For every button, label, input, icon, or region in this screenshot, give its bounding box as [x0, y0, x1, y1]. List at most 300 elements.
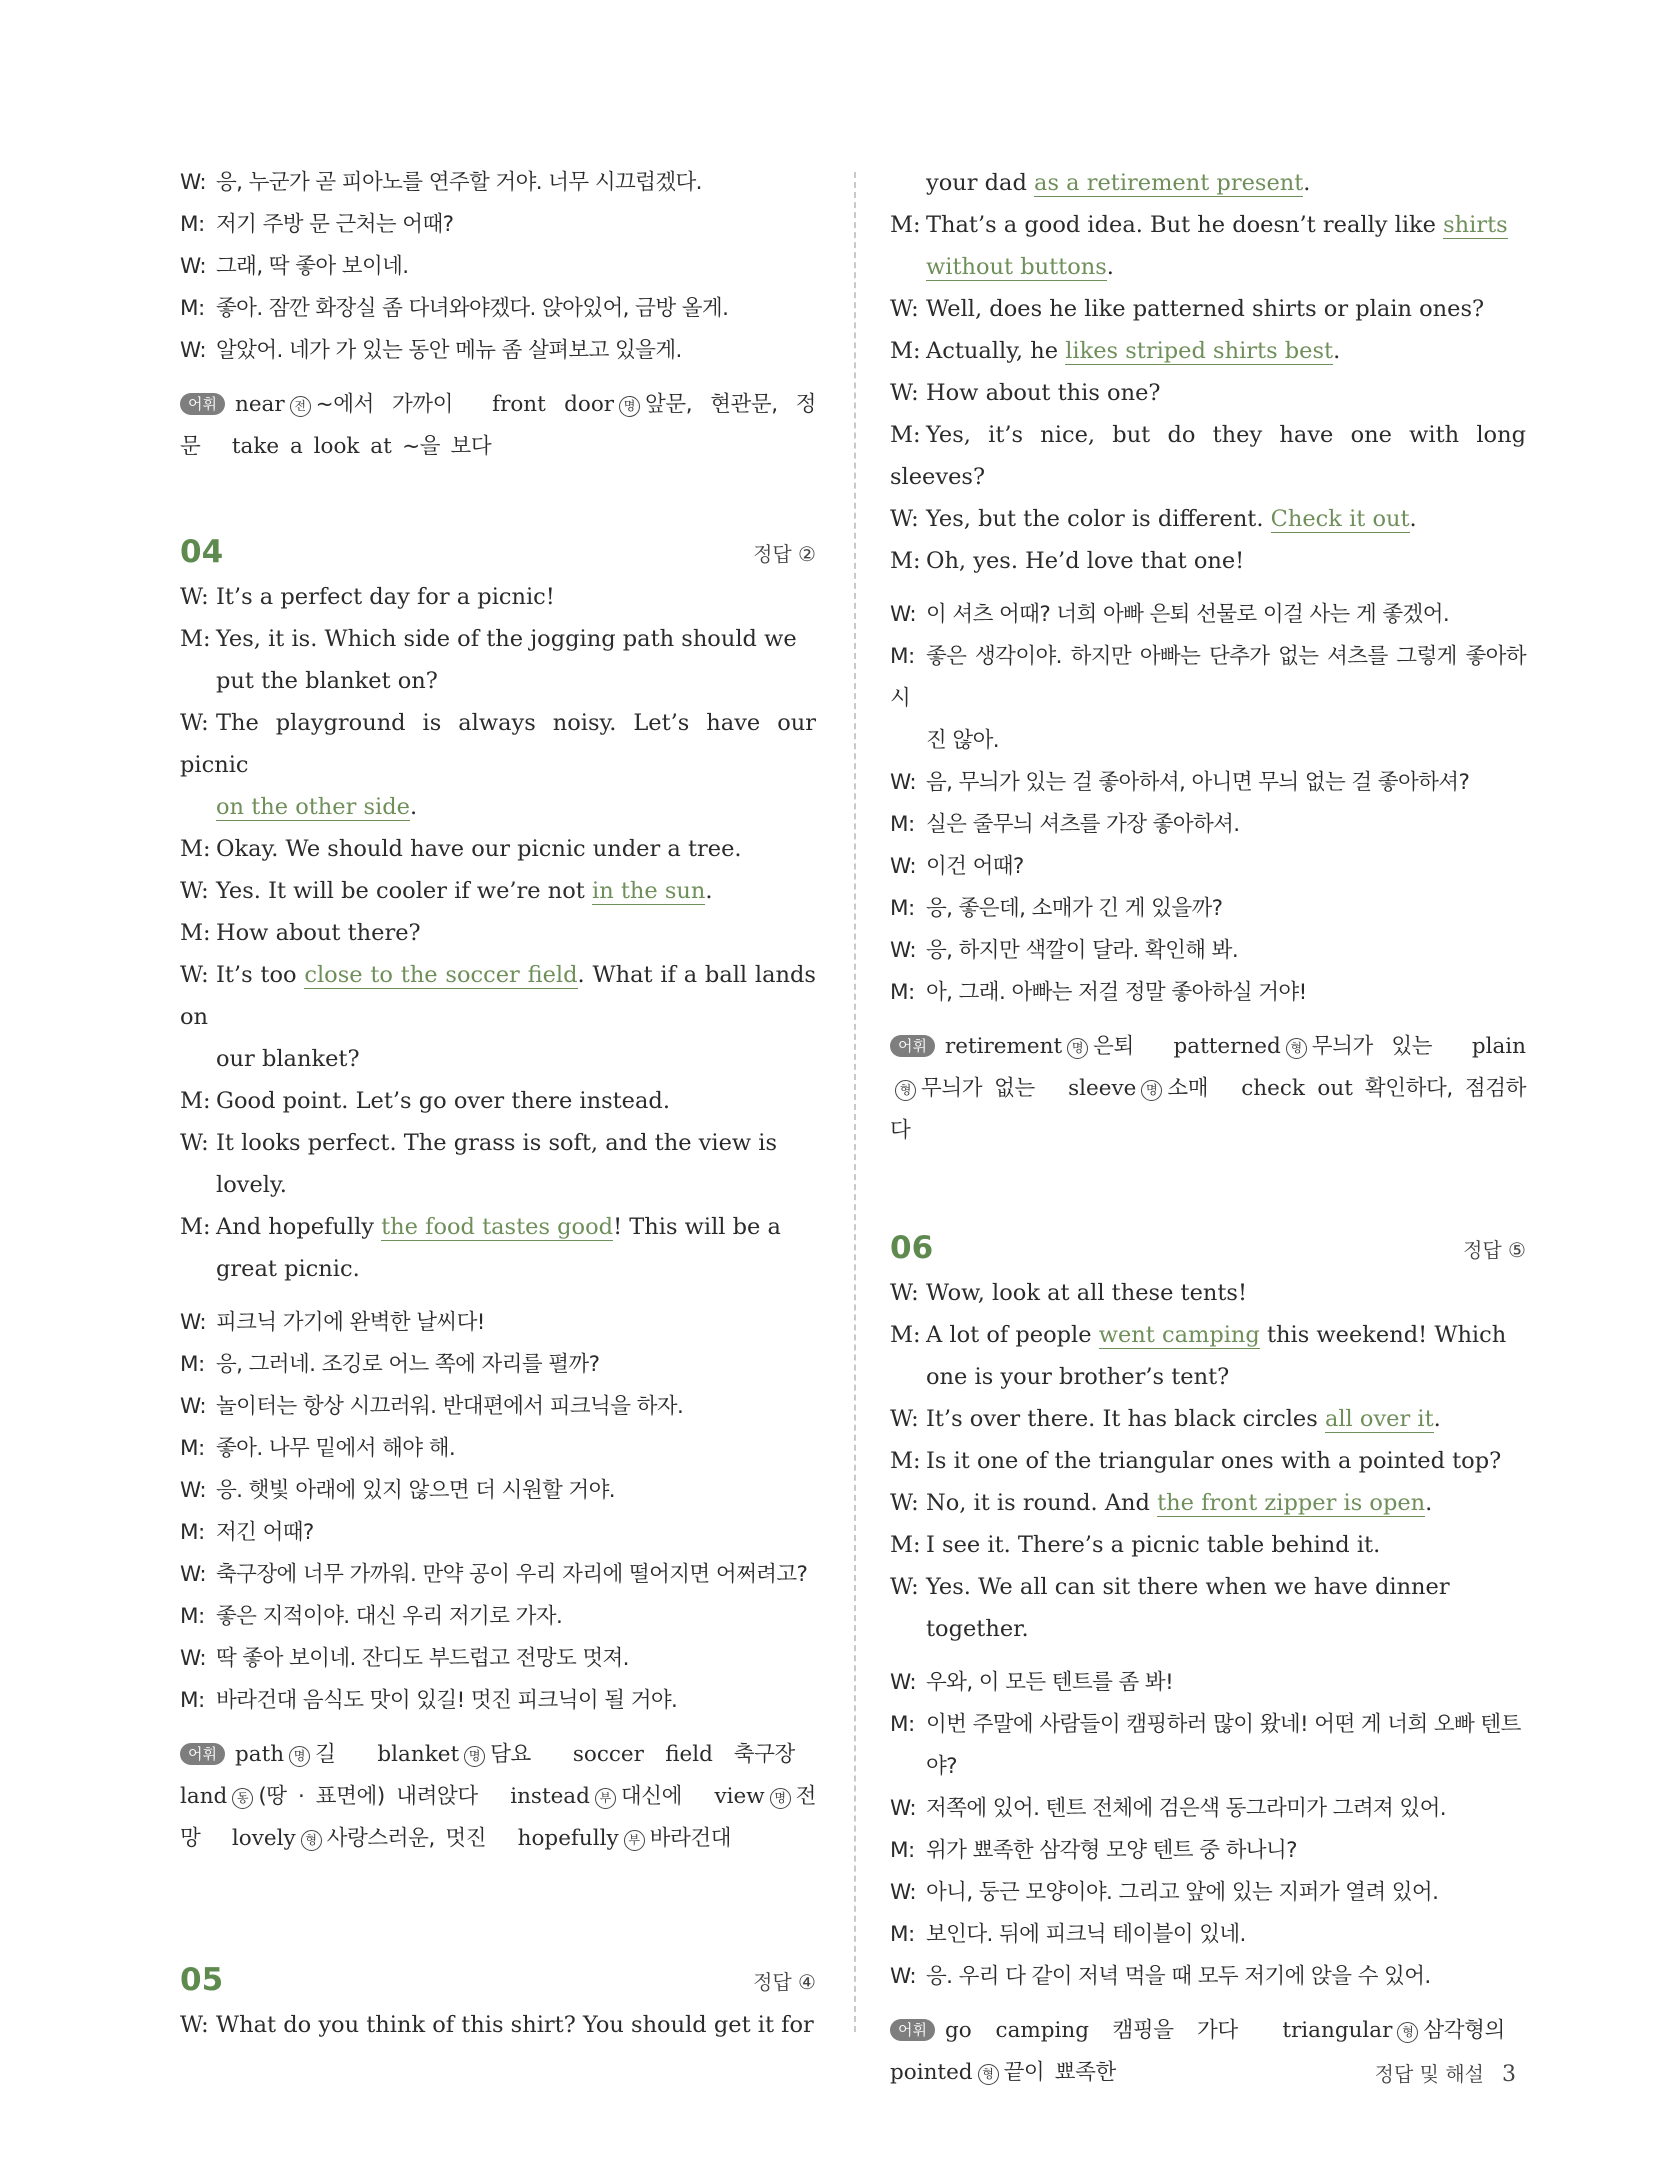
dialogue-line — [180, 1512, 816, 1554]
line-text: How about there? — [216, 920, 421, 946]
dialogue-line — [890, 846, 1526, 888]
line-text: 좋은 지적이야. 대신 우리 저기로 가자. — [216, 1604, 563, 1629]
section-header-04 — [180, 528, 816, 576]
line-text: 응, 하지만 색깔이 달라. 확인해 봐. — [926, 938, 1239, 963]
vocab-term: soccer field — [572, 1742, 713, 1767]
line-text: Yes, but the color is different. — [926, 506, 1271, 532]
line-text: 위가 뾰족한 삼각형 모양 텐트 중 하나니? — [926, 1838, 1297, 1863]
speaker-label: W: — [180, 1646, 207, 1671]
line-text: Is it one of the triangular ones with a pointed top? — [926, 1448, 1502, 1474]
vocab-meaning: 전망 — [180, 1784, 816, 1851]
line-text: . What if a ball lands on — [180, 962, 816, 1030]
speaker-label: W: — [890, 1880, 917, 1905]
speaker-label: W: — [890, 380, 919, 406]
line-text: put the blanket on? — [216, 668, 438, 694]
speaker-label: M: — [180, 212, 205, 237]
line-text: 응, 좋은데, 소매가 긴 게 있을까? — [926, 896, 1223, 921]
part-of-speech-badge: 명 — [770, 1788, 791, 1809]
dialogue-line — [180, 618, 816, 660]
speaker-label: M: — [890, 1532, 921, 1558]
part-of-speech-badge: 형 — [978, 2064, 999, 2085]
dialogue-line — [180, 1386, 816, 1428]
part-of-speech-badge: 부 — [624, 1830, 645, 1851]
vocab-box-05 — [890, 1026, 1526, 1152]
line-text: 좋아. 나무 밑에서 해야 해. — [216, 1436, 456, 1461]
dialogue-line — [890, 1956, 1526, 1998]
part-of-speech-badge: 형 — [895, 1080, 916, 1101]
speaker-label: W: — [890, 602, 917, 627]
line-text: Yes, it is. Which side of the jogging path should we — [216, 626, 797, 652]
line-text: No, it is round. And — [926, 1490, 1158, 1516]
line-text: one is your brother’s tent? — [926, 1364, 1230, 1390]
speaker-label: W: — [890, 1280, 919, 1306]
vocab-term: hopefully — [517, 1826, 619, 1851]
speaker-label: W: — [890, 938, 917, 963]
vocab-meaning: 사랑스러운, 멋진 — [326, 1826, 487, 1851]
vocab-item — [232, 1826, 486, 1851]
dialogue-line — [180, 954, 816, 1038]
vocab-meaning: 축구장 — [733, 1742, 795, 1767]
speaker-label: M: — [180, 1604, 205, 1629]
speaker-label: W: — [180, 1310, 207, 1335]
answer-phrase: on the other side — [216, 794, 410, 820]
vocab-badge: 어휘 — [180, 393, 225, 415]
speaker-label: W: — [890, 770, 917, 795]
dialogue-line — [890, 636, 1526, 720]
part-of-speech-badge: 명 — [1067, 1038, 1088, 1059]
dialogue-line — [180, 870, 816, 912]
vocab-meaning: 길 — [315, 1742, 336, 1767]
answer-phrase: Check it out — [1270, 506, 1410, 532]
answer-phrase: the food tastes good — [381, 1214, 614, 1240]
speaker-label: W: — [890, 1796, 917, 1821]
line-text: 알았어. 네가 가 있는 동안 메뉴 좀 살펴보고 있을게. — [216, 338, 682, 363]
vocab-meaning: 확인하다, 점검하다 — [890, 1076, 1527, 1143]
vocab-item — [232, 434, 491, 459]
part-of-speech-badge: 전 — [290, 396, 311, 417]
vocab-meaning: 캠핑을 가다 — [1112, 2018, 1238, 2043]
dialogue-line — [180, 1122, 816, 1164]
dialogue-line — [890, 972, 1526, 1014]
answer-phrase: the front zipper is open — [1157, 1490, 1426, 1516]
speaker-label: M: — [890, 548, 921, 574]
line-text: That’s a good idea. But he doesn’t really like — [926, 212, 1444, 238]
dialogue-line — [890, 414, 1526, 498]
answer-phrase: shirts — [1443, 212, 1508, 238]
dialogue-line — [890, 204, 1526, 246]
line-text: 저쪽에 있어. 텐트 전체에 검은색 동그라미가 그려져 있어. — [926, 1796, 1446, 1821]
speaker-label: M: — [890, 644, 915, 669]
speaker-label: W: — [180, 710, 209, 736]
dialogue-line — [890, 162, 1526, 204]
vocab-item — [377, 1742, 530, 1767]
answer-phrase: close to the soccer field — [304, 962, 578, 988]
dialogue-line — [180, 1248, 816, 1290]
speaker-label: M: — [890, 1448, 921, 1474]
vocab-meaning: 대신에 — [620, 1784, 682, 1809]
line-text: Yes, it’s nice, but do they have one with long sleeves? — [890, 422, 1526, 490]
line-text: Good point. Let’s go over there instead. — [216, 1088, 670, 1114]
vocab-item — [235, 392, 453, 417]
dialogue-line — [180, 1638, 816, 1680]
speaker-label: M: — [890, 1922, 915, 1947]
vocab-item — [1068, 1076, 1208, 1101]
dialogue-line — [890, 930, 1526, 972]
vocab-term: go camping — [944, 2018, 1090, 2043]
dialogue-line — [180, 1470, 816, 1512]
dialogue-line — [890, 1662, 1526, 1704]
vocab-term: blanket — [377, 1742, 460, 1767]
dialogue-line — [890, 1830, 1526, 1872]
line-text: 보인다. 뒤에 피크닉 테이블이 있네. — [926, 1922, 1246, 1947]
vocab-meaning: 삼각형의 — [1423, 2018, 1505, 2043]
speaker-label: W: — [890, 1964, 917, 1989]
line-text: 음, 무늬가 있는 걸 좋아하셔, 아니면 무늬 없는 걸 좋아하셔? — [926, 770, 1470, 795]
line-text: It’s over there. It has black circles — [926, 1406, 1325, 1432]
speaker-label: M: — [180, 1088, 211, 1114]
vocab-item — [573, 1742, 795, 1767]
speaker-label: M: — [180, 836, 211, 862]
section-number: 04 — [180, 534, 224, 570]
vocab-term: take a look at — [231, 434, 392, 459]
line-text: 저긴 어때? — [216, 1520, 314, 1545]
dialogue-line — [890, 1314, 1526, 1356]
part-of-speech-badge: 형 — [301, 1830, 322, 1851]
dialogue-line — [180, 246, 816, 288]
line-text: ! This will be a — [613, 1214, 781, 1240]
line-text: great picnic. — [216, 1256, 360, 1282]
vocab-meaning: 은퇴 — [1093, 1034, 1134, 1059]
line-text: Oh, yes. He’d love that one! — [926, 548, 1245, 574]
speaker-label: M: — [890, 422, 921, 448]
dialogue-line — [180, 204, 816, 246]
line-text: Well, does he like patterned shirts or plain ones? — [926, 296, 1485, 322]
line-text: 좋아. 잠깐 화장실 좀 다녀와야겠다. 앉아있어, 금방 올게. — [216, 296, 729, 321]
speaker-label: W: — [890, 1574, 919, 1600]
dialogue-korean-06 — [890, 1662, 1526, 1998]
vocab-term: plain — [1471, 1034, 1526, 1059]
dialogue-korean-03 — [180, 162, 816, 372]
vocab-term: near — [234, 392, 285, 417]
dialogue-line — [180, 1680, 816, 1722]
dialogue-line — [180, 1206, 816, 1248]
dialogue-line — [890, 246, 1526, 288]
answer-label: 정답 ⑤ — [1463, 1237, 1526, 1262]
dialogue-line — [180, 660, 816, 702]
speaker-label: W: — [890, 854, 917, 879]
vocab-term: retirement — [944, 1034, 1063, 1059]
vocab-term: pointed — [890, 2060, 973, 2085]
dialogue-line — [180, 576, 816, 618]
speaker-label: M: — [890, 338, 921, 364]
vocab-term: view — [714, 1784, 765, 1809]
line-text: . — [1433, 1406, 1441, 1432]
vocab-meaning: (땅 · 표면에) 내려앉다 — [258, 1784, 478, 1809]
vocab-term: sleeve — [1068, 1076, 1137, 1101]
speaker-label: W: — [180, 1562, 207, 1587]
vocab-meaning: 무늬가 있는 — [1311, 1034, 1433, 1059]
dialogue-line — [890, 720, 1526, 762]
speaker-label: M: — [890, 980, 915, 1005]
dialogue-korean-05 — [890, 594, 1526, 1014]
line-text: Yes. We all can sit there when we have dinner — [926, 1574, 1450, 1600]
line-text: Yes. It will be cooler if we’re not — [216, 878, 592, 904]
vocab-meaning: 소매 — [1167, 1076, 1209, 1101]
dialogue-korean-04 — [180, 1302, 816, 1722]
line-text: . — [1333, 338, 1341, 364]
part-of-speech-badge: 형 — [1397, 2022, 1418, 2043]
dialogue-english-05 — [890, 162, 1526, 582]
vocab-meaning: 바라건대 — [649, 1826, 732, 1851]
line-text: . — [1106, 254, 1114, 280]
speaker-label: M: — [180, 1436, 205, 1461]
line-text: this weekend! Which — [1259, 1322, 1507, 1348]
line-text: 우와, 이 모든 텐트를 좀 봐! — [926, 1670, 1174, 1695]
vocab-meaning: ~에서 가까이 — [315, 392, 454, 417]
line-text: Wow, look at all these tents! — [926, 1280, 1248, 1306]
dialogue-line — [890, 804, 1526, 846]
right-column — [890, 162, 1526, 2094]
speaker-label: M: — [890, 896, 915, 921]
speaker-label: W: — [180, 1478, 207, 1503]
line-text: The playground is always noisy. Let’s have our picnic — [180, 710, 816, 778]
section-header-06 — [890, 1224, 1526, 1272]
dialogue-line — [890, 1272, 1526, 1314]
speaker-label: W: — [890, 1406, 919, 1432]
speaker-label: M: — [890, 1322, 921, 1348]
speaker-label: W: — [180, 1130, 209, 1156]
speaker-label: W: — [180, 338, 207, 363]
line-text: 응, 누군가 곧 피아노를 연주할 거야. 너무 시끄럽겠다. — [216, 170, 702, 195]
vocab-term: check out — [1241, 1076, 1353, 1101]
vocab-term: patterned — [1173, 1034, 1281, 1059]
speaker-label: W: — [890, 1670, 917, 1695]
dialogue-line — [890, 330, 1526, 372]
column-divider — [854, 172, 856, 2032]
line-text: 실은 줄무늬 셔츠를 가장 좋아하셔. — [926, 812, 1240, 837]
speaker-label: W: — [890, 1490, 919, 1516]
line-text: 진 않아. — [926, 728, 999, 753]
dialogue-line — [890, 888, 1526, 930]
dialogue-line — [180, 912, 816, 954]
line-text: 놀이터는 항상 시끄러워. 반대편에서 피크닉을 하자. — [216, 1394, 684, 1419]
line-text: Okay. We should have our picnic under a tree. — [216, 836, 742, 862]
dialogue-line — [890, 1440, 1526, 1482]
line-text: . — [1409, 506, 1417, 532]
dialogue-line — [180, 1302, 816, 1344]
answer-phrase: likes striped shirts best — [1065, 338, 1334, 364]
dialogue-line — [890, 762, 1526, 804]
vocab-term: path — [234, 1742, 285, 1767]
line-text: 좋은 생각이야. 하지만 아빠는 단추가 없는 셔츠를 그렇게 좋아하시 — [890, 644, 1526, 711]
part-of-speech-badge: 명 — [289, 1746, 310, 1767]
left-column — [180, 162, 816, 2046]
dialogue-line — [890, 1914, 1526, 1956]
vocab-item — [945, 1034, 1134, 1059]
answer-phrase: all over it — [1324, 1406, 1434, 1432]
part-of-speech-badge: 명 — [1141, 1080, 1162, 1101]
dialogue-line — [180, 1164, 816, 1206]
line-text: Actually, he — [926, 338, 1066, 364]
part-of-speech-badge: 명 — [464, 1746, 485, 1767]
answer-phrase: in the sun — [592, 878, 706, 904]
vocab-badge: 어휘 — [890, 1035, 935, 1057]
speaker-label: M: — [890, 1838, 915, 1863]
page-footer — [1375, 2058, 1516, 2087]
dialogue-english-04 — [180, 576, 816, 1290]
vocab-item — [180, 1784, 478, 1809]
line-text: 피크닉 가기에 완벽한 날씨다! — [216, 1310, 485, 1335]
vocab-item — [890, 2060, 1116, 2085]
speaker-label: W: — [180, 254, 207, 279]
line-text: 그래, 딱 좋아 보이네. — [216, 254, 409, 279]
vocab-item — [510, 1784, 682, 1809]
line-text: 아, 그래. 아빠는 저걸 정말 좋아하실 거야! — [926, 980, 1307, 1005]
part-of-speech-badge: 형 — [1286, 1038, 1307, 1059]
dialogue-line — [180, 288, 816, 330]
dialogue-line — [890, 594, 1526, 636]
speaker-label: M: — [180, 1214, 211, 1240]
dialogue-line — [180, 702, 816, 786]
dialogue-line — [890, 1482, 1526, 1524]
section-header-05 — [180, 1956, 816, 2004]
line-text: 바라건대 음식도 맛이 있길! 멋진 피크닉이 될 거야. — [216, 1688, 678, 1713]
dialogue-line — [890, 540, 1526, 582]
line-text: together. — [926, 1616, 1029, 1642]
speaker-label: M: — [890, 212, 921, 238]
vocab-term: lovely — [231, 1826, 296, 1851]
part-of-speech-badge: 부 — [595, 1788, 616, 1809]
dialogue-line — [180, 1038, 816, 1080]
dialogue-line — [890, 288, 1526, 330]
line-text: . — [1425, 1490, 1433, 1516]
vocab-term: triangular — [1282, 2018, 1393, 2043]
line-text: How about this one? — [926, 380, 1161, 406]
speaker-label: M: — [890, 1712, 915, 1737]
line-text: It looks perfect. The grass is soft, and the view is — [216, 1130, 778, 1156]
line-text: A lot of people — [926, 1322, 1099, 1348]
page-number: 3 — [1502, 2062, 1516, 2087]
answer-phrase: as a retirement present — [1034, 170, 1304, 196]
vocab-term: instead — [510, 1784, 590, 1809]
vocab-meaning: 담요 — [490, 1742, 531, 1767]
speaker-label: M: — [890, 812, 915, 837]
vocab-badge: 어휘 — [890, 2019, 935, 2041]
vocab-item — [945, 2018, 1238, 2043]
line-text: . — [409, 794, 418, 820]
answer-phrase: without buttons — [926, 254, 1107, 280]
line-text: . — [705, 878, 713, 904]
speaker-label: W: — [890, 296, 919, 322]
line-text: 저기 주방 문 근처는 어때? — [216, 212, 454, 237]
line-text: our blanket? — [216, 1046, 360, 1072]
dialogue-line — [180, 1596, 816, 1638]
line-text: 응, 그러네. 조깅로 어느 쪽에 자리를 펼까? — [216, 1352, 600, 1377]
line-text: What do you think of this shirt? You should get it for — [216, 2012, 814, 2038]
speaker-label: M: — [180, 296, 205, 321]
line-text: 아니, 둥근 모양이야. 그리고 앞에 있는 지퍼가 열려 있어. — [926, 1880, 1439, 1905]
vocab-item — [1282, 2018, 1505, 2043]
vocab-term: land — [180, 1784, 228, 1809]
answer-label: 정답 ② — [753, 541, 816, 566]
dialogue-line — [890, 1356, 1526, 1398]
line-text: 축구장에 너무 가까워. 만약 공이 우리 자리에 떨어지면 어쩌려고? — [216, 1562, 808, 1587]
section-number: 06 — [890, 1230, 934, 1266]
speaker-label: M: — [180, 626, 211, 652]
vocab-badge: 어휘 — [180, 1743, 225, 1765]
speaker-label: W: — [180, 878, 209, 904]
line-text: lovely. — [216, 1172, 287, 1198]
line-text: . — [1303, 170, 1311, 196]
dialogue-line — [890, 1788, 1526, 1830]
line-text: And hopefully — [216, 1214, 382, 1240]
part-of-speech-badge: 동 — [232, 1788, 253, 1809]
dialogue-line — [180, 1554, 816, 1596]
dialogue-line — [890, 1872, 1526, 1914]
vocab-meaning: 무늬가 없는 — [921, 1076, 1035, 1101]
vocab-box-03 — [180, 384, 816, 468]
speaker-label: W: — [180, 584, 209, 610]
vocab-term: front door — [492, 392, 615, 417]
vocab-item — [235, 1742, 335, 1767]
dialogue-line — [180, 1344, 816, 1386]
line-text: 응. 우리 다 같이 저녁 먹을 때 모두 저기에 앉을 수 있어. — [926, 1964, 1431, 1989]
line-text: 이건 어때? — [926, 854, 1024, 879]
line-text: 이번 주말에 사람들이 캠핑하러 많이 왔네! 어떤 게 너희 오빠 텐트 — [926, 1712, 1521, 1737]
dialogue-english-06 — [890, 1272, 1526, 1650]
dialogue-line — [890, 1704, 1526, 1746]
part-of-speech-badge: 명 — [619, 396, 640, 417]
vocab-box-04 — [180, 1734, 816, 1860]
dialogue-line — [180, 330, 816, 372]
line-text: 딱 좋아 보이네. 잔디도 부드럽고 전망도 멋져. — [216, 1646, 629, 1671]
dialogue-line — [180, 1428, 816, 1470]
vocab-item — [518, 1826, 731, 1851]
speaker-label: M: — [180, 920, 211, 946]
dialogue-line — [890, 498, 1526, 540]
line-text: 이 셔츠 어때? 너희 아빠 은퇴 선물로 이걸 사는 게 좋겠어. — [926, 602, 1450, 627]
vocab-meaning: 앞문, 현관문, 정문 — [180, 392, 816, 459]
line-text: It’s a perfect day for a picnic! — [216, 584, 555, 610]
dialogue-line — [890, 1524, 1526, 1566]
dialogue-line — [890, 1746, 1526, 1788]
line-text: your dad — [926, 170, 1035, 196]
dialogue-line — [180, 2004, 816, 2046]
vocab-meaning: ~을 보다 — [402, 434, 492, 459]
speaker-label: W: — [180, 962, 209, 988]
dialogue-line — [890, 1566, 1526, 1608]
dialogue-line — [890, 1398, 1526, 1440]
speaker-label: M: — [180, 1688, 205, 1713]
speaker-label: M: — [180, 1352, 205, 1377]
answer-phrase: went camping — [1098, 1322, 1260, 1348]
line-text: 응. 햇빛 아래에 있지 않으면 더 시원할 거야. — [216, 1478, 615, 1503]
dialogue-line — [180, 786, 816, 828]
section-number: 05 — [180, 1962, 224, 1998]
dialogue-line — [180, 162, 816, 204]
speaker-label: W: — [180, 1394, 207, 1419]
speaker-label: M: — [180, 1520, 205, 1545]
answer-label: 정답 ④ — [753, 1969, 816, 1994]
dialogue-line — [890, 1608, 1526, 1650]
speaker-label: W: — [890, 506, 919, 532]
vocab-item — [1174, 1034, 1433, 1059]
line-text: I see it. There’s a picnic table behind it. — [926, 1532, 1381, 1558]
speaker-label: W: — [180, 170, 207, 195]
speaker-label: W: — [180, 2012, 209, 2038]
dialogue-line — [180, 1080, 816, 1122]
dialogue-line — [180, 828, 816, 870]
